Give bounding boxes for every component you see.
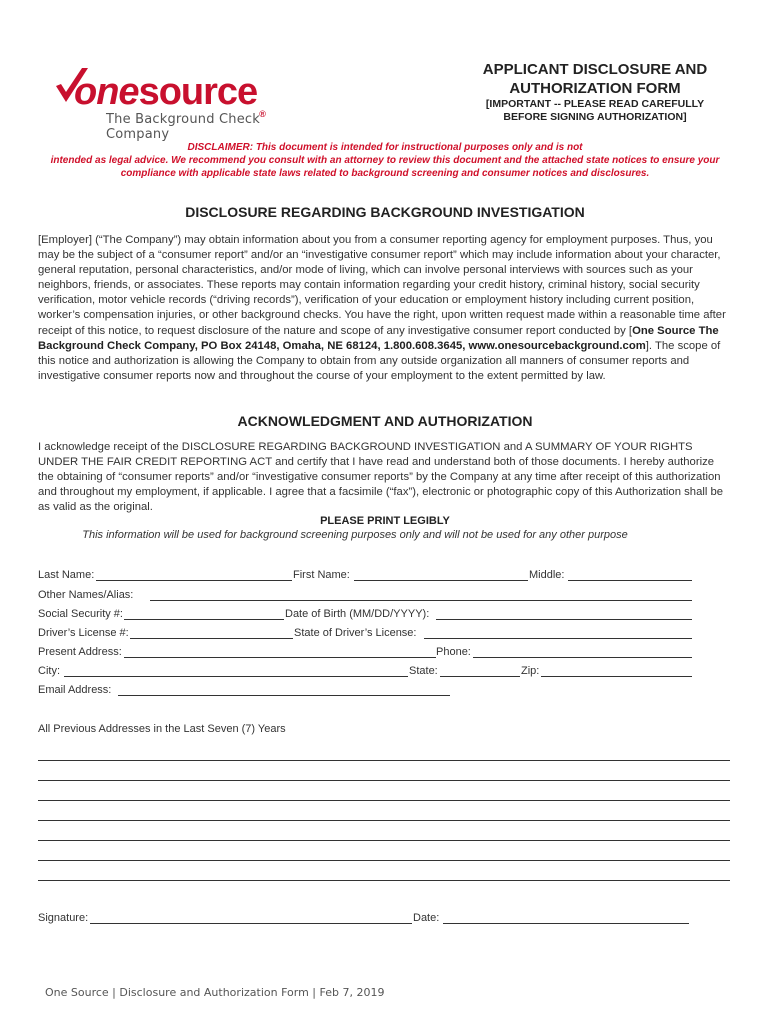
form-subtitle-line2: BEFORE SIGNING AUTHORIZATION] <box>503 111 687 123</box>
city-row <box>38 665 698 680</box>
previous-address-line-6[interactable] <box>38 860 730 861</box>
other-names-label: Other Names/Alias: <box>38 589 134 601</box>
logo-tagline: The Background Check Company <box>106 112 260 142</box>
form-subtitle <box>470 98 720 124</box>
present-address-label: Present Address: <box>38 646 122 658</box>
phone-field[interactable] <box>473 657 692 658</box>
disclaimer-line3: compliance with applicable state laws related to background screening and consumer notices and disclosures. <box>120 168 650 179</box>
previous-addresses-label: All Previous Addresses in the Last Seven (7) Years <box>38 723 286 735</box>
license-number-field[interactable] <box>130 638 293 639</box>
ssn-dob-row <box>38 608 698 623</box>
acknowledgment-paragraph: I acknowledge receipt of the DISCLOSURE REGARDING BACKGROUND INVESTIGATION and A SUMMARY OF YOUR RIGHTS UNDER THE FAIR CREDIT REPORTING ACT and certify that I have read and understand both of those documents. I hereby authorize the obtaining of “consumer reports” and/or “investigative consumer reports” by the Company at any time after receipt of this authorization and throughout my employment, if applicable. I agree that a facsimile (“fax”), electronic or photographic copy of this Authorization shall be as valid as the original. <box>38 441 724 514</box>
zip-field[interactable] <box>541 676 692 677</box>
license-state-label: State of Driver’s License: <box>294 627 417 639</box>
disclaimer-line1: DISCLAIMER: This document is intended for instructional purposes only and is not <box>187 142 583 153</box>
disclosure-text-end: ]. The scope of this notice and authorization is allowing the Company to obtain from any outside organization all manners of consumer reports and investigative consumer reports now and throughout the course of your employment to the extent permitted by law. <box>38 339 721 382</box>
acknowledgment-heading: ACKNOWLEDGMENT AND AUTHORIZATION <box>237 413 533 429</box>
page-footer: One Source | Disclosure and Authorization Form | Feb 7, 2019 <box>45 986 385 999</box>
license-state-field[interactable] <box>424 638 692 639</box>
disclaimer <box>40 141 730 180</box>
signature-field[interactable] <box>90 923 412 924</box>
last-name-field[interactable] <box>96 580 292 581</box>
zip-label: Zip: <box>521 665 540 677</box>
previous-address-line-7[interactable] <box>38 880 730 881</box>
previous-addresses-row <box>38 723 698 738</box>
consumer-agency-contact: One Source The Background Check Company, PO Box 24148, Omaha, NE 68124, 1.800.608.3645, www.onesourcebackground.com <box>38 324 719 352</box>
alias-row <box>38 589 698 604</box>
license-number-label: Driver’s License #: <box>38 627 129 639</box>
ssn-field[interactable] <box>124 619 284 620</box>
phone-label: Phone: <box>436 646 471 658</box>
logo-wordmark <box>74 70 265 119</box>
first-name-label: First Name: <box>293 569 350 581</box>
middle-name-label: Middle: <box>529 569 565 581</box>
form-title <box>470 60 720 98</box>
email-label: Email Address: <box>38 684 112 696</box>
address-row <box>38 646 698 661</box>
present-address-field[interactable] <box>124 657 436 658</box>
dob-field[interactable] <box>436 619 692 620</box>
signature-label: Signature: <box>38 912 89 924</box>
city-field[interactable] <box>64 676 408 677</box>
ssn-label: Social Security #: <box>38 608 123 620</box>
previous-address-line-5[interactable] <box>38 840 730 841</box>
name-row <box>38 569 698 584</box>
other-names-field[interactable] <box>150 600 692 601</box>
email-field[interactable] <box>118 695 450 696</box>
form-subtitle-line1: [IMPORTANT -- PLEASE READ CAREFULLY <box>485 98 705 110</box>
form-title-line1: APPLICANT DISCLOSURE AND <box>482 61 708 78</box>
disclosure-paragraph <box>38 233 730 384</box>
company-logo <box>52 62 312 142</box>
purpose-note: This information will be used for background screening purposes only and will not be used for any other purpose <box>82 529 628 541</box>
middle-name-field[interactable] <box>568 580 692 581</box>
logo-source: source <box>138 71 258 113</box>
last-name-label: Last Name: <box>38 569 95 581</box>
disclosure-text: [Employer] (“The Company”) may obtain information about you from a consumer reporting agency for employment purposes. Thus, you may be the subject of a “consumer report” and/or an “investigative consumer report” which may include information about your character, general reputation, personal characteristics, and/or mode of living, which can involve personal interviews with sources such as your neighbors, friends, or associates. These reports may contain information regarding your credit history, criminal history, social security verification, motor vehicle records (“driving records”), verification of your education or employment history including current position, worker’s compensation injuries, or other background checks. You have the right, upon written request made within a reasonable time after receipt of this notice, to request disclosure of the nature and scope of any investigative consumer report conducted by [ <box>38 234 726 337</box>
previous-address-line-4[interactable] <box>38 820 730 821</box>
signature-row <box>38 912 698 927</box>
previous-address-line-2[interactable] <box>38 780 730 781</box>
form-title-line2: AUTHORIZATION FORM <box>509 80 681 97</box>
registered-mark: ® <box>259 109 265 119</box>
date-field[interactable] <box>443 923 689 924</box>
previous-address-line-1[interactable] <box>38 760 730 761</box>
license-row <box>38 627 698 642</box>
print-legibly-note: PLEASE PRINT LEGIBLY <box>320 515 450 527</box>
dob-label: Date of Birth (MM/DD/YYYY): <box>285 608 430 620</box>
logo-one: one <box>74 71 139 113</box>
date-label: Date: <box>413 912 440 924</box>
state-label: State: <box>409 665 438 677</box>
email-row <box>38 684 698 699</box>
state-field[interactable] <box>440 676 520 677</box>
disclaimer-line2: intended as legal advice. We recommend you consult with an attorney to review this document and the attached state notices to ensure your <box>50 155 720 166</box>
city-label: City: <box>38 665 60 677</box>
previous-address-line-3[interactable] <box>38 800 730 801</box>
first-name-field[interactable] <box>354 580 528 581</box>
disclosure-heading: DISCLOSURE REGARDING BACKGROUND INVESTIGATION <box>185 204 585 220</box>
